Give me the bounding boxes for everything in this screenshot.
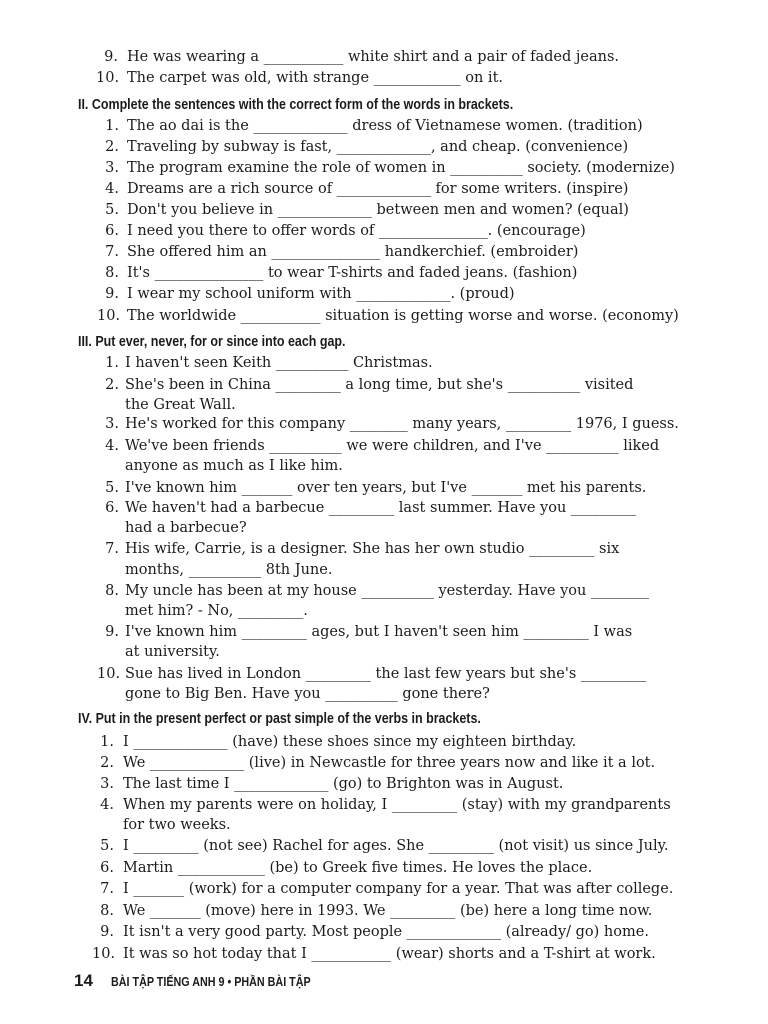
item-text: The last time I _____________ (go) to Brighton was in August. — [123, 776, 564, 792]
item-number: 6. — [105, 500, 119, 516]
item-number: 2. — [105, 377, 119, 393]
item-number: 7. — [105, 244, 119, 260]
item-number: 4. — [105, 438, 119, 454]
item-text: When my parents were on holiday, I _________ (stay) with my grandparents — [123, 797, 671, 813]
item-text: months, __________ 8th June. — [125, 562, 333, 578]
item-number: 10. — [96, 70, 120, 86]
page-footer — [74, 971, 344, 991]
item-number: 5. — [105, 202, 119, 218]
item-text: We haven't had a barbecue _________ last summer. Have you _________ — [125, 500, 637, 516]
item-number: 10. — [97, 308, 121, 324]
item-number: 1. — [105, 118, 119, 134]
item-number: 6. — [100, 860, 114, 876]
item-number: 4. — [105, 181, 119, 197]
item-text: for two weeks. — [123, 817, 231, 833]
item-number: 8. — [105, 265, 119, 281]
item-number: 9. — [100, 924, 114, 940]
item-text: Martin ____________ (be) to Greek five times. He loves the place. — [123, 860, 593, 876]
item-number: 2. — [105, 139, 119, 155]
item-text: The ao dai is the _____________ dress of Vietnamese women. (tradition) — [127, 118, 643, 134]
item-text: It's _______________ to wear T-shirts and faded jeans. (fashion) — [127, 265, 578, 281]
item-number: 10. — [92, 946, 116, 962]
item-number: 1. — [100, 734, 114, 750]
item-text: Dreams are a rich source of _____________ for some writers. (inspire) — [127, 181, 629, 197]
item-number: 5. — [100, 838, 114, 854]
item-text: I haven't seen Keith __________ Christmas. — [125, 355, 433, 371]
item-text: I need you there to offer words of _______________. (encourage) — [127, 223, 586, 239]
item-text: The worldwide ___________ situation is getting worse and worse. (economy) — [127, 308, 679, 324]
item-text: I _________ (not see) Rachel for ages. She _________ (not visit) us since July. — [123, 838, 669, 854]
item-text: I wear my school uniform with _____________. (proud) — [127, 286, 515, 302]
item-text: I've known him _______ over ten years, but I've _______ met his parents. — [125, 480, 647, 496]
footer-title: BÀI TẬP TIẾNG ANH 9 • PHẦN BÀI TẬP — [111, 975, 312, 989]
item-text: at university. — [125, 644, 220, 660]
item-text: The carpet was old, with strange ____________ on it. — [127, 70, 504, 86]
item-text: had a barbecue? — [125, 520, 247, 536]
item-text: anyone as much as I like him. — [125, 458, 343, 474]
item-text: The program examine the role of women in __________ society. (modernize) — [127, 160, 675, 176]
item-text: I _______ (work) for a computer company for a year. That was after college. — [123, 881, 674, 897]
section-heading: II. Complete the sentences with the correct form of the words in brackets. — [78, 97, 514, 113]
item-number: 4. — [100, 797, 114, 813]
item-text: I _____________ (have) these shoes since my eighteen birthday. — [123, 734, 577, 750]
item-text: the Great Wall. — [125, 397, 236, 413]
item-text: gone to Big Ben. Have you __________ gone there? — [125, 686, 490, 702]
item-number: 9. — [105, 286, 119, 302]
item-text: Traveling by subway is fast, _____________, and cheap. (convenience) — [127, 139, 629, 155]
item-number: 1. — [105, 355, 119, 371]
item-text: Sue has lived in London _________ the last few years but she's _________ — [125, 666, 647, 682]
item-number: 3. — [105, 160, 119, 176]
item-text: He was wearing a ___________ white shirt and a pair of faded jeans. — [127, 49, 619, 65]
item-number: 3. — [105, 416, 119, 432]
item-number: 8. — [100, 903, 114, 919]
item-number: 9. — [105, 624, 119, 640]
item-text: It was so hot today that I ___________ (wear) shorts and a T-shirt at work. — [123, 946, 656, 962]
item-text: We've been friends __________ we were children, and I've __________ liked — [125, 438, 660, 454]
section-heading: IV. Put in the present perfect or past simple of the verbs in brackets. — [78, 711, 481, 727]
item-text: She offered him an _______________ handkerchief. (embroider) — [127, 244, 579, 260]
item-number: 8. — [105, 583, 119, 599]
item-text: His wife, Carrie, is a designer. She has her own studio _________ six — [125, 541, 620, 557]
item-text: Don't you believe in _____________ between men and women? (equal) — [127, 202, 629, 218]
item-number: 2. — [100, 755, 114, 771]
item-text: It isn't a very good party. Most people _____________ (already/ go) home. — [123, 924, 649, 940]
item-text: We _____________ (live) in Newcastle for three years now and like it a lot. — [123, 755, 656, 771]
item-number: 6. — [105, 223, 119, 239]
item-text: My uncle has been at my house __________ yesterday. Have you ________ — [125, 583, 649, 599]
item-number: 7. — [105, 541, 119, 557]
section-heading: III. Put ever, never, for or since into each gap. — [78, 334, 346, 350]
page-number: 14 — [74, 971, 93, 990]
item-text: met him? - No, _________. — [125, 603, 308, 619]
item-text: She's been in China _________ a long time, but she's __________ visited — [125, 377, 634, 393]
item-text: I've known him _________ ages, but I haven't seen him _________ I was — [125, 624, 633, 640]
item-number: 5. — [105, 480, 119, 496]
item-text: He's worked for this company ________ many years, _________ 1976, I guess. — [125, 416, 679, 432]
item-number: 9. — [104, 49, 118, 65]
item-number: 7. — [100, 881, 114, 897]
item-number: 10. — [97, 666, 121, 682]
item-text: We _______ (move) here in 1993. We _________ (be) here a long time now. — [123, 903, 653, 919]
item-number: 3. — [100, 776, 114, 792]
